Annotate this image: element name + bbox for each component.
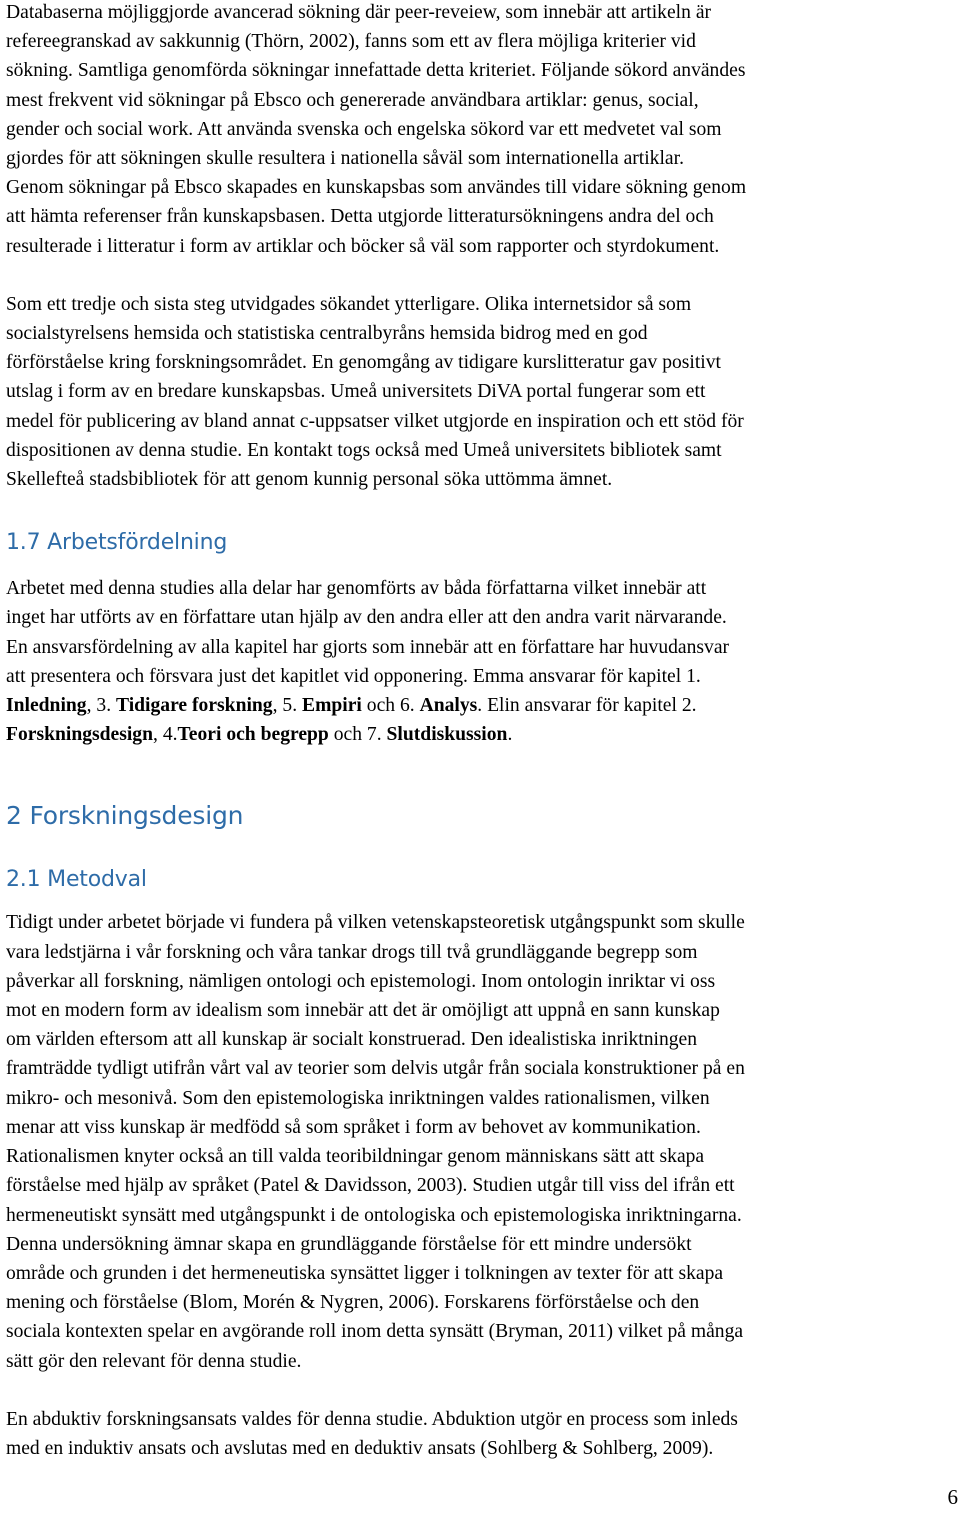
text-line: sökning. Samtliga genomförda sökningar innefattade detta kriteriet. Följande sökord användes xyxy=(6,60,746,82)
chapter-name: Tidigare forskning xyxy=(116,695,273,717)
paragraph-method-choice xyxy=(6,908,960,1375)
chapter-name: Slutdiskussion xyxy=(386,724,508,746)
paragraph-database-search xyxy=(6,0,960,261)
text-line xyxy=(6,691,960,720)
text-line: En ansvarsfördelning av alla kapitel har gjorts som innebär att en författare har huvudansvar xyxy=(6,636,730,658)
text-fragment: och 6. xyxy=(361,695,420,717)
text-line: Som ett tredje och sista steg utvidgades sökandet ytterligare. Olika internetsidor så som xyxy=(6,293,692,315)
chapter-name: Empiri xyxy=(302,695,362,717)
text-line xyxy=(6,720,960,749)
chapter-heading-2: 2 Forskningsdesign xyxy=(6,801,244,831)
paragraph-abductive-approach xyxy=(6,1405,960,1463)
text-fragment: . xyxy=(507,724,513,746)
text-line: Arbetet med denna studies alla delar har genomförts av båda författarna vilket innebär att xyxy=(6,578,707,600)
text-line: Genom sökningar på Ebsco skapades en kunskapsbas som användes till vidare sökning genom xyxy=(6,177,747,199)
text-line: mest frekvent vid sökningar på Ebsco och genererade användbara artiklar: genus, social, xyxy=(6,89,699,111)
text-line: område och grunden i det hermeneutiska synsättet ligger i tolkningen av texter för att skapa xyxy=(6,1262,724,1284)
text-line: mikro- och mesonivå. Som den epistemologiska inriktningen valdes rationalismen, vilken xyxy=(6,1087,710,1109)
text-line: inget har utförts av en författare utan hjälp av den andra eller att den andra varit närvarande. xyxy=(6,607,727,629)
text-line: förståelse med hjälp av språket (Patel & Davidsson, 2003). Studien utgår till viss del ifrån ett xyxy=(6,1175,735,1197)
paragraph-work-division xyxy=(6,574,960,749)
text-line: mening och förståelse (Blom, Morén & Nygren, 2006). Forskarens förförståelse och den xyxy=(6,1292,700,1314)
text-line: Denna undersökning ämnar skapa en grundläggande förståelse för ett mindre undersökt xyxy=(6,1233,692,1255)
text-line: refereegranskad av sakkunnig (Thörn, 2002), fanns som ett av flera möjliga kriterier vid xyxy=(6,31,696,53)
chapter-name: Teori och begrepp xyxy=(177,724,329,746)
text-line: om världen eftersom att all kunskap är socialt konstruerad. Den idealistiska inriktningen xyxy=(6,1029,698,1051)
document-page xyxy=(6,0,960,1463)
text-line: medel för publicering av bland annat c-uppsatser vilket utgjorde en inspiration och ett stöd för xyxy=(6,410,744,432)
text-fragment: . Elin ansvarar för kapitel 2. xyxy=(477,695,697,717)
text-line: socialstyrelsens hemsida och statistiska centralbyråns hemsida bidrog med en god xyxy=(6,323,648,345)
text-line: mot en modern form av idealism som innebär att det är omöjligt att uppnå en sann kunskap xyxy=(6,1000,720,1022)
text-line: gender och social work. Att använda svenska och engelska sökord var ett medvetet val som xyxy=(6,118,722,140)
text-fragment: , 4. xyxy=(153,724,178,746)
text-line: gjordes för att sökningen skulle resultera i nationella såväl som internationella artiklar. xyxy=(6,148,684,170)
text-line: Skellefteå stadsbibliotek för att genom kunnig personal söka uttömma ämnet. xyxy=(6,469,613,491)
text-line: Rationalismen knyter också an till valda teoribildningar genom människans sätt att skapa xyxy=(6,1146,705,1168)
text-line: menar att viss kunskap är medfödd så som språket i form av behovet av kommunikation. xyxy=(6,1116,701,1138)
text-fragment: och 7. xyxy=(328,724,387,746)
text-line: resulterade i litteratur i form av artiklar och böcker så väl som rapporter och styrdokument. xyxy=(6,235,720,257)
text-line: sätt gör den relevant för denna studie. xyxy=(6,1350,302,1372)
text-line: hermeneutiskt synsätt med utgångspunkt i de ontologiska och epistemologiska inriktningarna. xyxy=(6,1204,742,1226)
chapter-name: Analys xyxy=(419,695,478,717)
text-line: En abduktiv forskningsansats valdes för denna studie. Abduktion utgör en process som inleds xyxy=(6,1408,738,1430)
text-line: att presentera och försvara just det kapitlet vid opponering. Emma ansvarar för kapitel 1. xyxy=(6,665,701,687)
paragraph-third-step xyxy=(6,290,960,494)
chapter-name: Forskningsdesign xyxy=(6,724,154,746)
text-fragment: , 3. xyxy=(86,695,116,717)
text-line: att hämta referenser från kunskapsbasen. Detta utgjorde litteratursökningens andra del och xyxy=(6,206,714,228)
section-heading-2-1: 2.1 Metodval xyxy=(6,867,147,893)
text-line: förförståelse kring forskningsområdet. En genomgång av tidigare kurslitteratur gav positivt xyxy=(6,352,721,374)
text-fragment: , 5. xyxy=(272,695,302,717)
text-line: vara ledstjärna i vår forskning och våra tankar drogs till två grundläggande begrepp som xyxy=(6,941,698,963)
page-number: 6 xyxy=(947,1485,958,1509)
text-line: sociala kontexten spelar en avgörande roll inom detta synsätt (Bryman, 2011) vilket på många xyxy=(6,1321,744,1343)
text-line: Tidigt under arbetet började vi fundera på vilken vetenskapsteoretisk utgångspunkt som skulle xyxy=(6,912,745,934)
text-line: påverkar all forskning, nämligen ontologi och epistemologi. Inom ontologin inriktar vi oss xyxy=(6,970,716,992)
text-line: utslag i form av en bredare kunskapsbas. Umeå universitets DiVA portal fungerar som ett xyxy=(6,381,706,403)
text-line: Databaserna möjliggjorde avancerad sökning där peer-reveiew, som innebär att artikeln är xyxy=(6,2,712,23)
text-line: dispositionen av denna studie. En kontakt togs också med Umeå universitets bibliotek samt xyxy=(6,439,722,461)
text-line: framträdde tydligt utifrån vårt val av teorier som delvis utgår från sociala konstruktioner på en xyxy=(6,1058,745,1080)
section-heading-1-7: 1.7 Arbetsfördelning xyxy=(6,530,228,556)
text-line: med en induktiv ansats och avslutas med en deduktiv ansats (Sohlberg & Sohlberg, 2009). xyxy=(6,1437,714,1459)
chapter-name: Inledning xyxy=(6,695,87,717)
